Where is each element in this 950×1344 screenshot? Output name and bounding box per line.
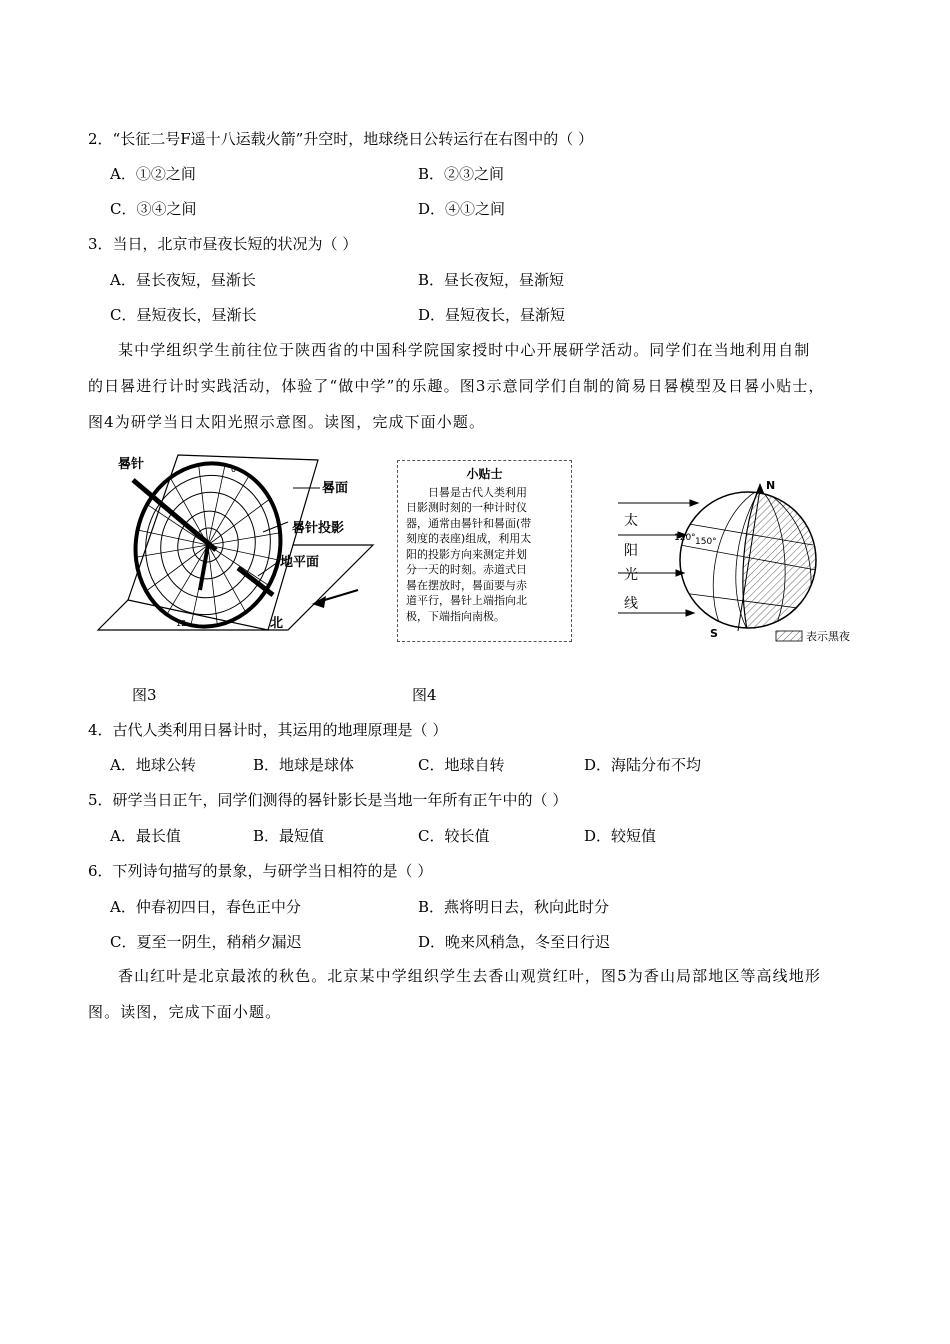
q2-option-d[interactable]: D．④①之间 bbox=[418, 200, 506, 218]
tick-12: 12 bbox=[176, 619, 187, 628]
q4-option-b[interactable]: B．地球是球体 bbox=[253, 756, 355, 774]
passage-1-line-3: 图4为研学当日太阳光照示意图。读图，完成下面小题。 bbox=[88, 413, 486, 431]
q5-option-c[interactable]: C．较长值 bbox=[418, 827, 490, 845]
passage-1-line-1: 某中学组织学生前往位于陕西省的中国科学院国家授时中心开展研学活动。同学们在当地利用自制 bbox=[118, 341, 811, 359]
label-dial: 晷面 bbox=[322, 481, 349, 496]
tips-line: 日影测时刻的一种计时仪 bbox=[406, 501, 527, 514]
q6-stem: 6．下列诗句描写的景象，与研学当日相符的是（ ） bbox=[88, 862, 433, 880]
tips-line: 器，通常由晷针和晷面(带 bbox=[406, 516, 532, 530]
q5-option-a[interactable]: A．最长值 bbox=[110, 827, 181, 845]
tips-line: 极，下端指向南极。 bbox=[406, 609, 505, 623]
sun-char: 阳 bbox=[624, 543, 638, 559]
label-shadow: 晷针投影 bbox=[292, 521, 345, 536]
legend-swatch bbox=[776, 631, 802, 641]
passage-2 bbox=[88, 958, 868, 1030]
q6-option-a[interactable]: A．仲春初四日，春色正中分 bbox=[110, 898, 301, 916]
tips-line: 阳的投影方向来测定并划 bbox=[406, 547, 527, 561]
q3-option-c[interactable]: C．昼短夜长，昼渐长 bbox=[110, 306, 257, 324]
label-ground: 地平面 bbox=[280, 555, 320, 570]
tips-box bbox=[397, 460, 572, 642]
q2-option-a[interactable]: A．①②之间 bbox=[110, 165, 196, 183]
q4-stem: 4．古代人类利用日晷计时，其运用的地理原理是（ ） bbox=[88, 721, 448, 739]
label-north: 北 bbox=[270, 616, 284, 631]
q5-option-b[interactable]: B．最短值 bbox=[253, 827, 325, 845]
q6-option-c[interactable]: C．夏至一阴生，稍稍夕漏迟 bbox=[110, 933, 302, 951]
tips-title: 小贴士 bbox=[466, 467, 503, 481]
q5-stem: 5．研学当日正午，同学们测得的晷针影长是当地一年所有正午中的（ ） bbox=[88, 791, 568, 809]
q2-option-b[interactable]: B．②③之间 bbox=[418, 165, 505, 183]
tips-line: 道平行，晷针上端指向北 bbox=[406, 594, 527, 607]
passage-2-line-1: 香山红叶是北京最浓的秋色。北京某中学组织学生去香山观赏红叶，图5为香山局部地区等高线地形 bbox=[118, 967, 821, 985]
q5-option-d[interactable]: D．较短值 bbox=[584, 827, 657, 845]
q2-option-c[interactable]: C．③④之间 bbox=[110, 200, 197, 218]
label-gnomon: 晷针 bbox=[118, 457, 145, 472]
q4-option-a[interactable]: A．地球公转 bbox=[110, 756, 196, 774]
lon-150-label: 150° bbox=[695, 537, 717, 547]
south-label: S bbox=[710, 627, 718, 640]
tips-line: 日晷是古代人类利用 bbox=[428, 485, 527, 499]
tips-line: 分一天的时刻。赤道式日 bbox=[406, 563, 527, 576]
tips-line: 刻度的表座)组成，利用太 bbox=[406, 532, 532, 545]
sundial-figure bbox=[88, 450, 388, 640]
lon-120-label: 120° bbox=[674, 533, 696, 543]
q3-option-d[interactable]: D．昼短夜长，昼渐短 bbox=[418, 306, 566, 324]
tick-0: 0 bbox=[231, 465, 237, 474]
figure-3-caption: 图3 bbox=[132, 686, 157, 704]
q6-option-b[interactable]: B．燕将明日去，秋向此时分 bbox=[418, 898, 610, 916]
q2-stem: 2．“长征二号F遥十八运载火箭”升空时，地球绕日公转运行在右图中的（ ） bbox=[88, 130, 594, 148]
q4-option-d[interactable]: D．海陆分布不均 bbox=[584, 756, 702, 774]
figure-4-caption: 图4 bbox=[412, 686, 437, 704]
globe-figure bbox=[588, 475, 868, 645]
north-label: N bbox=[766, 479, 776, 492]
night-area bbox=[743, 485, 828, 635]
passage-1 bbox=[88, 332, 868, 440]
sun-char: 光 bbox=[624, 567, 638, 583]
q3-option-b[interactable]: B．昼长夜短，昼渐短 bbox=[418, 271, 565, 289]
legend-text: 表示黑夜 bbox=[806, 630, 850, 643]
q6-option-d[interactable]: D．晚来风稍急，冬至日行迟 bbox=[418, 933, 611, 951]
q3-stem: 3．当日，北京市昼夜长短的状况为（ ） bbox=[88, 235, 358, 253]
tips-line: 晷在摆放时，晷面要与赤 bbox=[406, 578, 527, 592]
sun-char: 太 bbox=[624, 513, 638, 529]
q4-option-c[interactable]: C．地球自转 bbox=[418, 756, 505, 774]
sun-char: 线 bbox=[624, 596, 638, 612]
passage-2-line-2: 图。读图，完成下面小题。 bbox=[88, 1003, 282, 1021]
q3-option-a[interactable]: A．昼长夜短，昼渐长 bbox=[110, 271, 256, 289]
passage-1-line-2: 的日晷进行计时实践活动，体验了“做中学”的乐趣。图3示意同学们自制的简易日晷模型及日晷小贴士， bbox=[88, 377, 825, 395]
